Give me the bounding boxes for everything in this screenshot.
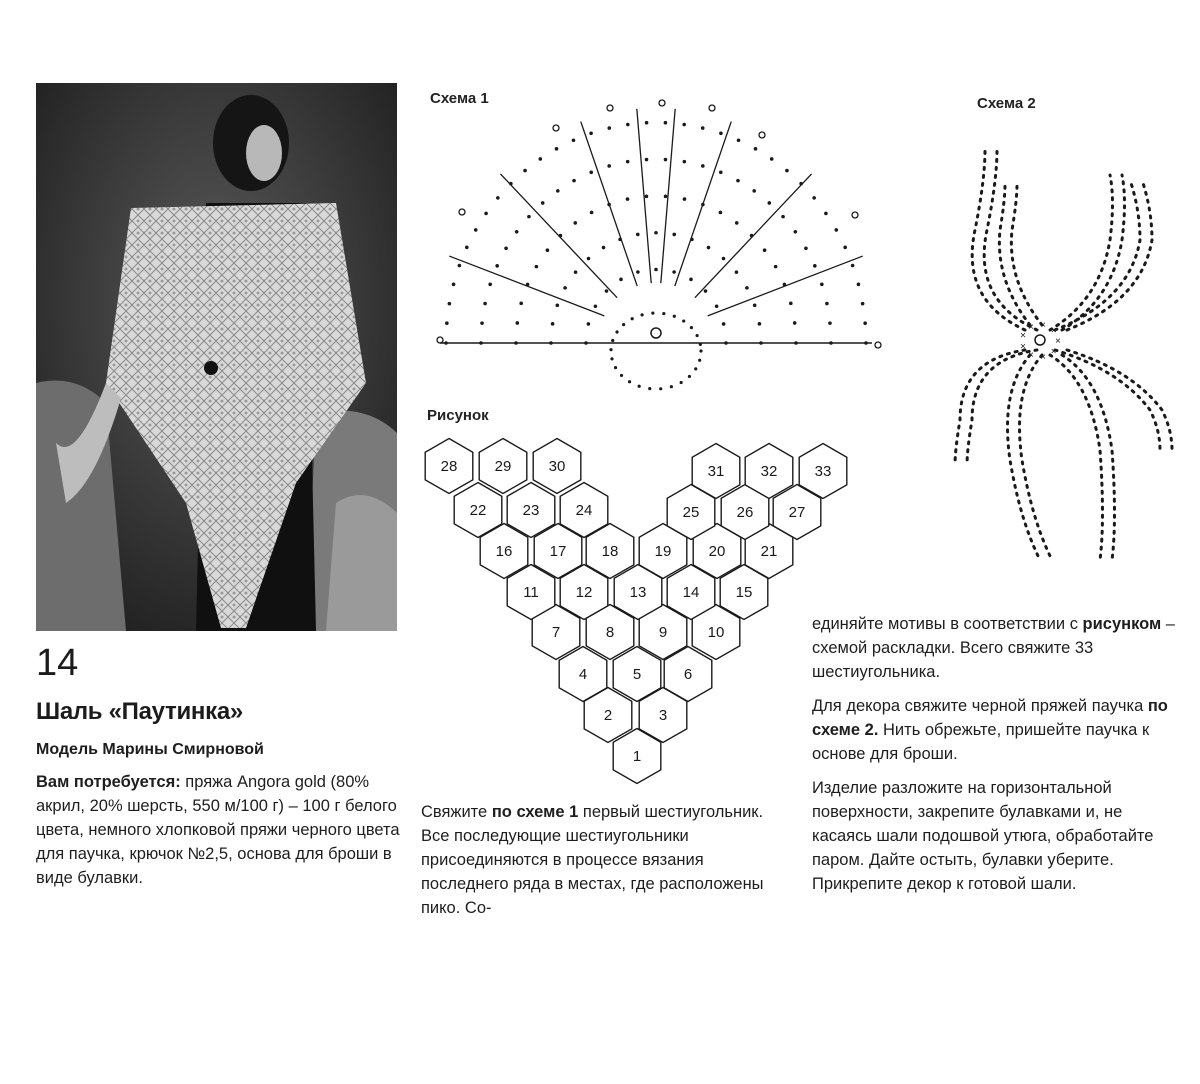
- chain-dot: [662, 312, 665, 315]
- chain-dot: [863, 321, 867, 325]
- chain-dot: [664, 121, 668, 125]
- chain-dot: [654, 268, 658, 272]
- scheme2-label: Схема 2: [977, 95, 1036, 112]
- chain-dot: [707, 246, 711, 250]
- stitch-x-mark: ×: [1028, 349, 1034, 361]
- spider-leg: [999, 185, 1030, 325]
- chain-dot: [628, 380, 631, 383]
- stitch-line: [708, 256, 863, 316]
- chain-dot: [704, 289, 708, 293]
- drawing-reference: рисунком: [1082, 615, 1162, 633]
- hexagon-number: 8: [605, 624, 615, 641]
- chain-dot: [812, 196, 816, 200]
- hexagon-number: 12: [575, 584, 593, 601]
- chain-dot: [626, 160, 630, 164]
- chain-dot: [770, 157, 774, 161]
- chain-dot: [813, 264, 817, 268]
- chain-dot: [636, 233, 640, 237]
- chain-dot: [611, 339, 614, 342]
- chain-dot: [690, 326, 693, 329]
- chain-dot: [698, 359, 701, 362]
- hexagon-number: 5: [632, 666, 642, 683]
- chain-dot: [719, 211, 723, 215]
- hexagon-number: 28: [440, 458, 458, 475]
- hexagon-number: 4: [578, 666, 588, 683]
- hexagon-number: 6: [683, 666, 693, 683]
- instructions-text: Нить обрежьте, пришейте паучка к основе для броши.: [812, 721, 1150, 763]
- chain-dot: [789, 302, 793, 306]
- chain-dot: [563, 286, 567, 290]
- stitch-x-mark: ×: [1040, 351, 1046, 363]
- picot: [709, 105, 715, 111]
- chain-dot: [589, 171, 593, 175]
- hexagon-number: 20: [708, 543, 726, 560]
- chain-dot: [672, 233, 676, 237]
- chain-dot: [615, 330, 618, 333]
- chain-dot: [516, 321, 520, 325]
- chain-dot: [737, 138, 741, 142]
- spider-leg: [1062, 355, 1115, 560]
- instructions-paragraph-3: [812, 694, 1184, 766]
- chain-dot: [619, 278, 623, 282]
- chain-dot: [804, 246, 808, 250]
- chain-dot: [719, 171, 723, 175]
- chain-dot: [640, 313, 643, 316]
- chain-dot: [488, 283, 492, 287]
- stitch-line: [637, 109, 651, 283]
- hexagon-number: 16: [495, 543, 513, 560]
- instructions-text: – схемой раскладки. Всего свяжите 33 шестиугольника.: [812, 615, 1175, 681]
- chain-dot: [555, 147, 559, 151]
- stitch-line: [449, 256, 604, 316]
- picot: [459, 209, 465, 215]
- chain-dot: [515, 230, 519, 234]
- chain-dot: [781, 215, 785, 219]
- stitch-x-mark: ×: [1028, 322, 1034, 334]
- chain-dot: [523, 169, 527, 173]
- spider-leg: [1050, 175, 1113, 330]
- hexagon-number: 32: [760, 463, 778, 480]
- chain-dot: [572, 138, 576, 142]
- hexagon-number: 26: [736, 504, 754, 521]
- spider-leg: [1062, 175, 1125, 330]
- chain-dot: [480, 321, 484, 325]
- stitch-x-mark: ×: [1020, 341, 1026, 353]
- hexagon-number: 1: [632, 748, 642, 765]
- hexagon-number: 3: [658, 707, 668, 724]
- chain-dot: [696, 334, 699, 337]
- chain-dot: [745, 286, 749, 290]
- chain-dot: [496, 196, 500, 200]
- chain-dot: [715, 304, 719, 308]
- chain-dot: [614, 366, 617, 369]
- chain-dot: [753, 303, 757, 307]
- spider-leg: [1050, 355, 1103, 560]
- chain-dot: [682, 123, 686, 127]
- chain-dot: [474, 228, 478, 232]
- chain-dot: [672, 270, 676, 274]
- chain-dot: [682, 319, 685, 322]
- stitch-x-mark: ×: [1055, 336, 1061, 347]
- chain-dot: [828, 321, 832, 325]
- chain-dot: [465, 246, 469, 250]
- instructions-paragraph-2: [812, 612, 1184, 684]
- chain-dot: [680, 381, 683, 384]
- chain-dot: [590, 211, 594, 215]
- chain-dot: [645, 158, 649, 162]
- stitch-line: [581, 122, 637, 286]
- hexagon-number: 17: [549, 543, 567, 560]
- chain-dot: [654, 231, 658, 235]
- scheme-reference: по схеме 1: [491, 803, 579, 821]
- spider-leg: [1020, 355, 1053, 560]
- chain-dot: [843, 246, 847, 250]
- chain-dot: [794, 230, 798, 234]
- instructions-text: первый шестиугольник. Все последующие шестиугольники присоединяются в процессе вязания последнего ряда в местах, где расположены пико. Со-: [421, 803, 764, 917]
- chain-dot: [754, 147, 758, 151]
- chain-dot: [722, 322, 726, 326]
- instructions-text: Свяжите: [421, 803, 492, 821]
- chain-dot: [445, 321, 449, 325]
- chain-dot: [683, 160, 687, 164]
- chain-dot: [483, 302, 487, 306]
- chain-dot: [607, 126, 611, 130]
- chain-dot: [594, 304, 598, 308]
- chain-dot: [694, 367, 697, 370]
- model-number: 14: [36, 642, 79, 684]
- chain-dot: [556, 189, 560, 193]
- chain-dot: [622, 323, 625, 326]
- chain-dot: [626, 197, 630, 201]
- chain-dot: [719, 131, 723, 135]
- spider-leg: [955, 350, 1025, 465]
- chain-dot: [758, 322, 762, 326]
- chain-dot: [448, 302, 452, 306]
- chain-dot: [688, 375, 691, 378]
- chain-dot: [774, 265, 778, 269]
- chain-dot: [664, 195, 668, 199]
- chain-dot: [527, 215, 531, 219]
- spider-leg: [1008, 355, 1041, 560]
- chain-dot: [602, 246, 606, 250]
- hexagon-number: 18: [601, 543, 619, 560]
- instructions-paragraph-4: Изделие разложите на горизонтальной поверхности, закрепите булавками и, не касаясь шали подошвой утюга, обработайте паром. Дайте остыть, булавки уберите. Прикрепите декор к готовой шали.: [812, 779, 1154, 893]
- chain-dot: [587, 322, 591, 326]
- chain-dot: [701, 164, 705, 168]
- picot: [437, 337, 443, 343]
- chain-dot: [689, 278, 693, 282]
- hexagon-number: 11: [523, 584, 539, 601]
- hexagon-number: 14: [682, 584, 700, 601]
- chain-dot: [631, 317, 634, 320]
- chain-dot: [793, 321, 797, 325]
- hexagon-number: 10: [707, 624, 725, 641]
- chain-dot: [824, 212, 828, 216]
- chain-dot: [609, 348, 612, 351]
- hexagon-number: 31: [707, 463, 725, 480]
- stitch-line: [675, 122, 731, 286]
- scheme1-chart: [437, 100, 881, 390]
- chain-dot: [722, 257, 726, 261]
- chain-dot: [736, 179, 740, 183]
- chain-dot: [556, 303, 560, 307]
- hexagon-number: 21: [760, 543, 778, 560]
- stitch-x-mark: ×: [1050, 325, 1057, 337]
- chain-dot: [495, 264, 499, 268]
- hexagon-number: 2: [603, 707, 613, 724]
- hexagon-number: 22: [469, 502, 487, 519]
- chain-dot: [546, 248, 550, 252]
- scheme1-label: Схема 1: [430, 90, 489, 107]
- picot: [852, 212, 858, 218]
- picot: [553, 125, 559, 131]
- hexagon-number: 9: [658, 624, 668, 641]
- hexagon-number: 29: [494, 458, 512, 475]
- picot: [607, 105, 613, 111]
- hexagon-number: 27: [788, 504, 806, 521]
- instructions-text: Для декора свяжите черной пряжей паучка: [812, 697, 1148, 715]
- hexagon-number: 15: [735, 584, 753, 601]
- chain-dot: [539, 157, 543, 161]
- chain-dot: [785, 169, 789, 173]
- spider-body-ring: [1035, 335, 1045, 345]
- materials-paragraph: [36, 770, 408, 890]
- hexagon-number: 25: [682, 504, 700, 521]
- chain-dot: [735, 221, 739, 225]
- spider-leg: [1067, 350, 1172, 450]
- picot: [875, 342, 881, 348]
- hexagon-number: 19: [654, 543, 672, 560]
- chain-dot: [573, 221, 577, 225]
- picot: [759, 132, 765, 138]
- instructions-column-3: [812, 612, 1184, 906]
- chain-dot: [670, 385, 673, 388]
- chain-dot: [752, 189, 756, 193]
- stitch-x-mark: ×: [1050, 346, 1057, 358]
- spider-leg: [1067, 180, 1152, 330]
- spider-leg: [967, 350, 1037, 465]
- chain-dot: [851, 264, 855, 268]
- materials-label: Вам потребуется:: [36, 773, 181, 791]
- chain-dot: [587, 257, 591, 261]
- chain-dot: [574, 270, 578, 274]
- chain-dot: [504, 246, 508, 250]
- chain-dot: [620, 374, 623, 377]
- hexagon-layout-drawing: [425, 439, 847, 784]
- hexagon-number: 7: [551, 624, 561, 641]
- chain-dot: [834, 228, 838, 232]
- stitch-line: [661, 109, 675, 283]
- materials-body: пряжа Angora gold (80% акрил, 20% шерсть, 550 м/100 г) – 100 г белого цвета, немного хлопковой пряжи черного цвета для паучка, крючок №2,5, основа для броши в виде булавки.: [36, 773, 400, 887]
- hexagon-number: 24: [575, 502, 593, 519]
- chain-dot: [610, 357, 613, 360]
- instructions-paragraph-1: [421, 800, 791, 920]
- chain-dot: [484, 212, 488, 216]
- center-ring: [651, 328, 661, 338]
- chain-dot: [645, 195, 649, 199]
- drawing-label: Рисунок: [427, 407, 489, 424]
- chain-dot: [825, 302, 829, 306]
- chain-dot: [857, 283, 861, 287]
- designer-credit: Модель Марины Смирновой: [36, 741, 264, 758]
- chain-dot: [636, 270, 640, 274]
- chain-dot: [452, 283, 456, 287]
- hexagon-number: 30: [548, 458, 566, 475]
- chain-dot: [541, 201, 545, 205]
- chain-dot: [589, 131, 593, 135]
- page-title: Шаль «Паутинка»: [36, 698, 243, 725]
- chain-dot: [605, 289, 609, 293]
- chain-dot: [572, 179, 576, 183]
- hexagon-number: 13: [629, 584, 647, 601]
- chain-dot: [648, 387, 651, 390]
- stitch-line: [500, 174, 617, 298]
- chain-dot: [763, 248, 767, 252]
- chain-dot: [767, 201, 771, 205]
- hexagon-number: 33: [814, 463, 832, 480]
- stitch-x-mark: ×: [1040, 320, 1046, 332]
- chain-dot: [701, 126, 705, 130]
- chain-dot: [607, 164, 611, 168]
- chain-dot: [683, 197, 687, 201]
- chain-dot: [699, 349, 702, 352]
- chain-dot: [735, 270, 739, 274]
- picot: [659, 100, 665, 106]
- chain-dot: [535, 265, 539, 269]
- scheme2-spider-chart: [955, 150, 1172, 560]
- chain-dot: [651, 311, 654, 314]
- chain-dot: [820, 283, 824, 287]
- chain-dot: [664, 158, 668, 162]
- instructions-text: единяйте мотивы в соответствии с: [812, 615, 1083, 633]
- chain-dot: [551, 322, 555, 326]
- chain-dot: [673, 315, 676, 318]
- stitch-x-mark: ×: [1020, 330, 1026, 342]
- chain-dot: [458, 264, 462, 268]
- chain-dot: [626, 123, 630, 127]
- chain-dot: [645, 121, 649, 125]
- chain-dot: [659, 387, 662, 390]
- scheme-reference: по схеме 2.: [812, 697, 1168, 739]
- spider-leg: [1055, 180, 1140, 330]
- stitch-line: [695, 174, 812, 298]
- chain-dot: [519, 302, 523, 306]
- chain-dot: [861, 302, 865, 306]
- hexagon-number: 23: [522, 502, 540, 519]
- chain-dot: [638, 385, 641, 388]
